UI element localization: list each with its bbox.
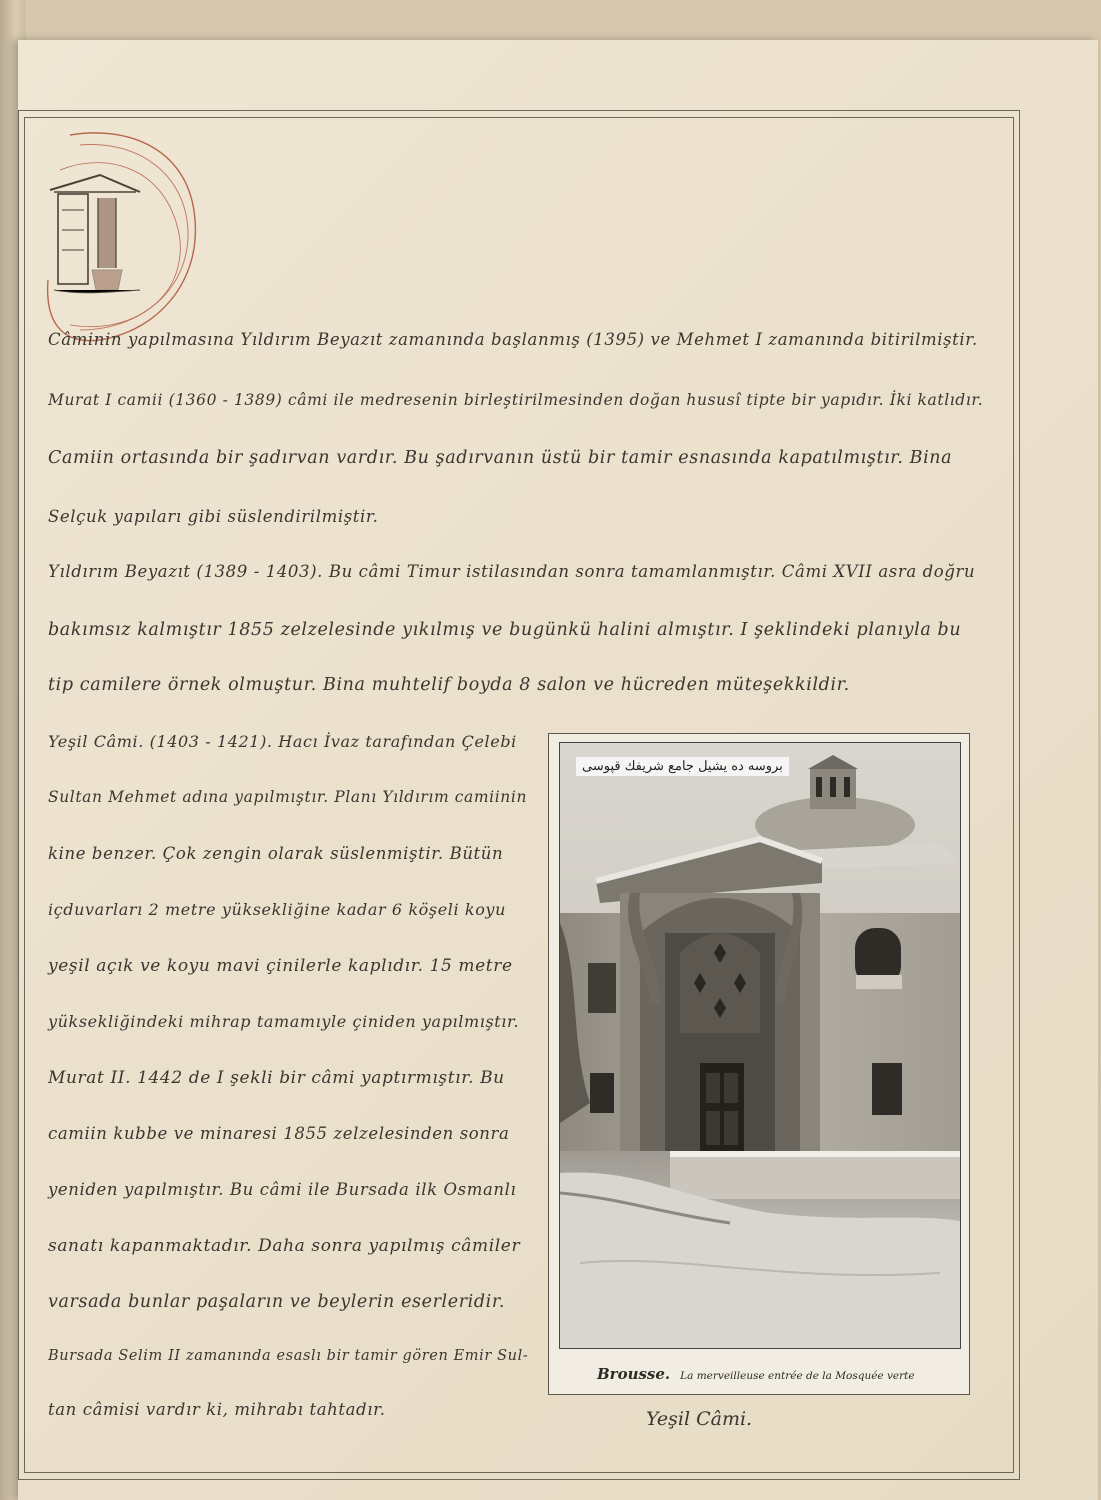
notebook-page [18,40,1098,1500]
handwritten-line: yüksekliğindeki mihrap tamamıyle çiniden yapılmıştır. [48,1012,520,1031]
handwritten-line: camiin kubbe ve minaresi 1855 zelzelesinden sonra [48,1124,510,1143]
handwritten-line: bakımsız kalmıştır 1855 zelzelesinde yıkılmış ve bugünkü halini almıştır. I şeklindeki planıyla bu [48,620,962,640]
handwritten-photo-caption: Yeşil Câmi. [646,1408,753,1430]
mosque-entrance-image [560,743,960,1348]
handwritten-line: varsada bunlar paşaların ve beylerin eserleridir. [48,1292,506,1312]
caption-text: La merveilleuse entrée de la Mosquée verte [680,1370,915,1382]
handwritten-line: yeşil açık ve koyu mavi çinilerle kaplıdır. 15 metre [48,956,513,976]
handwritten-line: sanatı kapanmaktadır. Daha sonra yapılmış câmiler [48,1236,521,1256]
handwritten-line: Selçuk yapıları gibi süslendirilmiştir. [48,507,379,526]
handwritten-line: tan câmisi vardır ki, mihrabı tahtadır. [48,1400,386,1419]
handwritten-line: Câminin yapılmasına Yıldırım Beyazıt zamanında başlanmış (1395) ve Mehmet I zamanında bitirilmiştir. [48,330,978,349]
postcard-caption [597,1364,915,1383]
handwritten-line: Camiin ortasında bir şadırvan vardır. Bu şadırvanın üstü bir tamir esnasında kapatılmıştır. Bina [48,448,953,468]
handwritten-line: kine benzer. Çok zengin olarak süslenmiştir. Bütün [48,844,504,863]
handwritten-line: tip camilere örnek olmuştur. Bina muhtelif boyda 8 salon ve hücreden müteşekkildir. [48,675,850,695]
handwritten-line: Bursada Selim II zamanında esaslı bir tamir gören Emir Sul- [48,1348,529,1364]
fountain-sketch-drawing [40,130,200,350]
mosque-entrance-photo [559,742,961,1349]
postcard-photo [548,733,970,1395]
handwritten-line: Yıldırım Beyazıt (1389 - 1403). Bu câmi Timur istilasından sonra tamamlanmıştır. Câmi XVII asra doğru [48,562,976,581]
handwritten-line: Yeşil Câmi. (1403 - 1421). Hacı İvaz tarafından Çelebi [48,732,517,751]
caption-city: Brousse. [597,1365,671,1383]
handwritten-line: içduvarları 2 metre yüksekliğine kadar 6 köşeli koyu [48,900,506,919]
handwritten-line: Murat I camii (1360 - 1389) câmi ile medresenin birleştirilmesinden doğan hususî tipte bir yapıdır. İki katlıdır. [48,391,984,409]
handwritten-line: Murat II. 1442 de I şekli bir câmi yaptırmıştır. Bu [48,1068,505,1088]
handwritten-line: yeniden yapılmıştır. Bu câmi ile Bursada ilk Osmanlı [48,1180,517,1199]
ottoman-script-caption: بروسه ده یشیل جامع شریفك قپوسی [576,757,789,776]
handwritten-line: Sultan Mehmet adına yapılmıştır. Planı Yıldırım camiinin [48,788,528,806]
